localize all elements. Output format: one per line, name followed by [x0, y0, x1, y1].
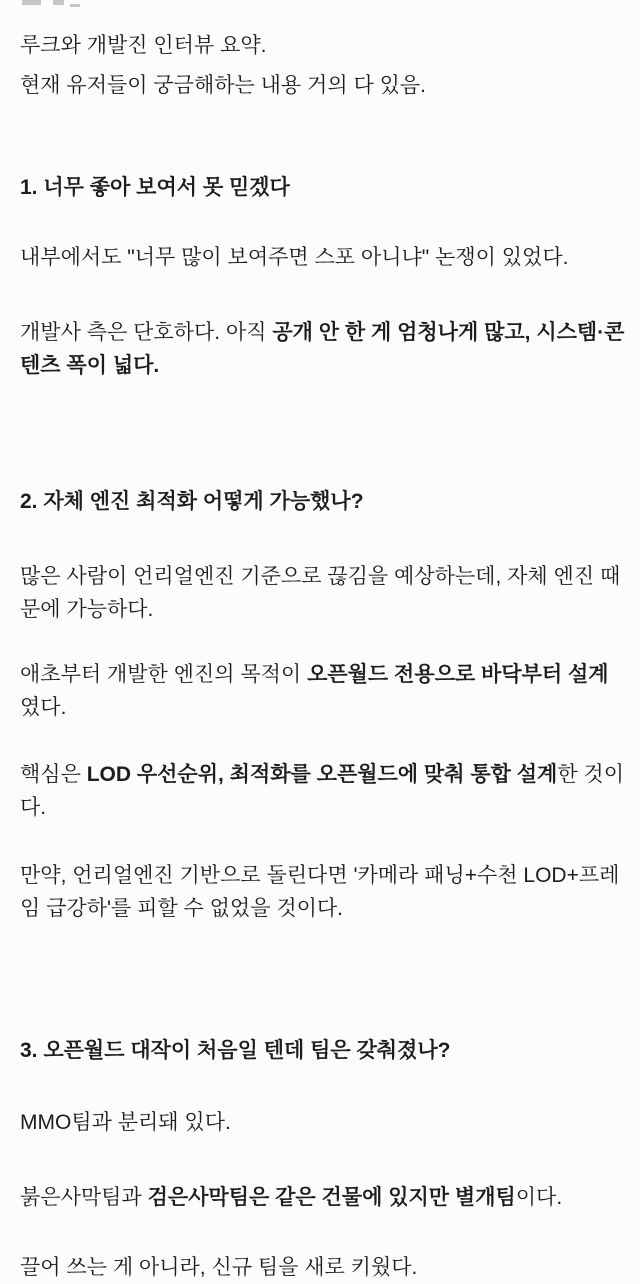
cropped-text-fragment-icon — [53, 0, 64, 5]
text-run: 한 것이다. — [20, 763, 625, 819]
text-run: 만약, 언리얼엔진 기반으로 돌린다면 '카메라 패닝+수천 LOD+프레임 급강하'를 피할 수 없었을 것이다. — [20, 864, 620, 920]
paragraph — [20, 859, 626, 925]
text-run: 개발사 측은 단호하다. 아직 — [20, 321, 273, 344]
text-run-bold: 오픈월드 전용으로 바닥부터 설계 — [307, 663, 609, 686]
section-heading: 2. 자체 엔진 최적화 어떻게 가능했나? — [20, 490, 364, 513]
paragraph — [20, 241, 626, 274]
section-heading: 1. 너무 좋아 보여서 못 믿겠다 — [20, 176, 290, 199]
text-run: 많은 사람이 언리얼엔진 기준으로 끊김을 예상하는데, 자체 엔진 때문에 가능하다. — [20, 565, 621, 621]
intro-line: 현재 유저들이 궁금해하는 내용 거의 다 있음. — [20, 74, 426, 97]
text-run-bold: LOD 우선순위, 최적화를 오픈월드에 맞춰 통합 설계 — [86, 763, 558, 786]
text-run: 핵심은 — [20, 763, 87, 786]
paragraph — [20, 658, 626, 724]
text-run: MMO팀과 분리돼 있다. — [20, 1111, 231, 1134]
cropped-text-fragment-icon — [22, 0, 41, 5]
paragraph — [20, 316, 626, 382]
paragraph — [20, 758, 626, 824]
cropped-text-fragment-icon — [70, 4, 80, 7]
text-run: 내부에서도 "너무 많이 보여주면 스포 아니냐" 논쟁이 있었다. — [20, 246, 569, 269]
text-run-bold: 검은사막팀은 같은 건물에 있지만 별개팀 — [147, 1186, 516, 1209]
intro-line: 루크와 개발진 인터뷰 요약. — [20, 34, 267, 57]
text-run-bold: 공개 안 한 게 엄청나게 많고, 시스템·콘텐츠 폭이 넓다. — [20, 321, 625, 377]
paragraph — [20, 1251, 626, 1284]
paragraph — [20, 1181, 626, 1214]
section-heading: 3. 오픈월드 대작이 처음일 텐데 팀은 갖춰졌나? — [20, 1039, 451, 1062]
paragraph — [20, 1106, 626, 1139]
paragraph — [20, 560, 626, 626]
text-run: 였다. — [20, 696, 67, 719]
text-run: 붉은사막팀과 — [20, 1186, 148, 1209]
text-run: 애초부터 개발한 엔진의 목적이 — [20, 663, 308, 686]
text-run: 이다. — [515, 1186, 563, 1209]
text-run: 끌어 쓰는 게 아니라, 신규 팀을 새로 키웠다. — [20, 1256, 418, 1279]
